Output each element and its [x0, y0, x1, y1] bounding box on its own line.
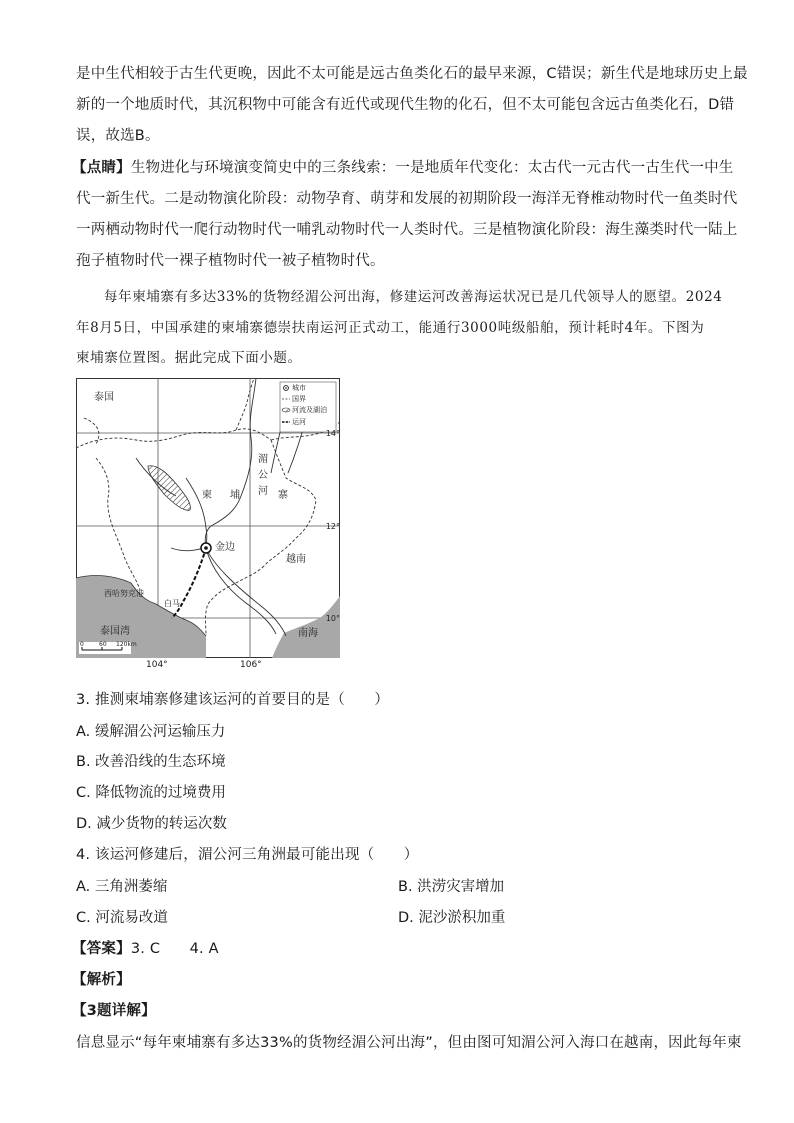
- text-line: 信息显示“每年柬埔寨有多达33%的货物经湄公河出海”，但由图可知湄公河入海口在越南，因此每年柬: [76, 1035, 742, 1051]
- legend-river-icon: [282, 408, 290, 412]
- q4-option-a: A. 三角洲萎缩: [76, 879, 168, 895]
- cambodia-location-map: [76, 378, 340, 658]
- note-tag: 【点睛】: [72, 160, 131, 176]
- lat-label-14: 14°: [325, 429, 340, 438]
- label-kampot: 白马: [164, 599, 180, 608]
- analysis-tag: 【解析】: [72, 972, 131, 988]
- label-cambodia-2: 埔: [230, 490, 240, 501]
- question-3-stem: 3. 推测柬埔寨修建该运河的首要目的是（ ）: [76, 692, 390, 708]
- q3-option-b: B. 改善沿线的生态环境: [76, 754, 226, 770]
- q4-option-c: C. 河流易改道: [76, 910, 168, 926]
- text-line: 孢子植物时代一裸子植物时代一被子植物时代。: [76, 253, 385, 269]
- note-text: 生物进化与环境演变简史中的三条线索：一是地质年代变化：太古代一元古代一古生代一中生: [130, 160, 734, 176]
- label-thailand: 泰国: [94, 392, 114, 403]
- text-line: 误，故选B。: [76, 128, 160, 144]
- legend-city-label: 城市: [292, 384, 306, 392]
- label-vietnam: 越南: [286, 554, 306, 565]
- label-phnom-penh: 金边: [215, 542, 235, 553]
- note-line: [72, 156, 734, 177]
- scale-bar: [79, 641, 137, 654]
- phnom-penh-center: [204, 546, 208, 550]
- scale-60: 60: [99, 641, 107, 648]
- q3-option-d: D. 减少货物的转运次数: [76, 816, 227, 832]
- answer-tag: 【答案】: [72, 941, 131, 957]
- label-mekong-3: 河: [258, 486, 268, 497]
- detail-3-tag: 【3题详解】: [72, 1003, 156, 1019]
- q4-option-b: B. 洪涝灾害增加: [398, 879, 505, 895]
- text-line: 一两栖动物时代一爬行动物时代一哺乳动物时代一人类时代。三是植物演化阶段：海生藻类时代一陆上: [76, 222, 738, 238]
- label-cambodia-1: 柬: [202, 490, 212, 501]
- legend-border-label: 国界: [292, 395, 306, 403]
- text-line: 新的一个地质时代，其沉积物中可能含有近代或现代生物的化石，但不太可能包含远古鱼类化石，D错: [76, 97, 735, 113]
- lat-label-12: 12°: [325, 522, 340, 531]
- label-gulf-of-thailand: 泰国湾: [100, 626, 130, 637]
- label-mekong-2: 公: [258, 470, 268, 481]
- lon-label-106: 106°: [240, 660, 262, 670]
- scale-0: 0: [80, 641, 84, 648]
- answer-line: [72, 937, 219, 958]
- q3-option-c: C. 降低物流的过境费用: [76, 785, 226, 801]
- label-mekong-1: 湄: [258, 454, 268, 465]
- passage-line: 年8月5日，中国承建的柬埔寨德崇扶南运河正式动工，能通行3000吨级船舶，预计耗时4年。下图为: [76, 320, 705, 336]
- text-line: 是中生代相较于古生代更晚，因此不太可能是远古鱼类化石的最早来源，C错误；新生代是地球历史上最: [76, 66, 748, 82]
- text-line: 代一新生代。二是动物演化阶段：动物孕育、萌芽和发展的初期阶段一海洋无脊椎动物时代一鱼类时代: [76, 191, 738, 207]
- answer-text: 3. C 4. A: [130, 941, 219, 957]
- label-cambodia-3: 寨: [278, 490, 288, 501]
- label-sihanoukville: 西哈努克港: [104, 589, 144, 598]
- q3-option-a: A. 缓解湄公河运输压力: [76, 724, 226, 740]
- label-south-sea: 南海: [298, 628, 318, 639]
- q4-option-d: D. 泥沙淤积加重: [398, 910, 506, 926]
- scale-120: 120km: [116, 641, 137, 648]
- legend-river-label: 河流及湖泊: [292, 406, 327, 414]
- passage-line: 每年柬埔寨有多达33%的货物经湄公河出海，修建运河改善海运状况已是几代领导人的愿望。2024: [104, 289, 723, 305]
- lon-label-104: 104°: [146, 660, 168, 670]
- passage-line: 柬埔寨位置图。据此完成下面小题。: [76, 350, 302, 366]
- legend-canal-label: 运河: [292, 418, 306, 426]
- lat-label-10: 10°: [325, 614, 340, 623]
- question-4-stem: 4. 该运河修建后，湄公河三角洲最可能出现（ ）: [76, 847, 419, 863]
